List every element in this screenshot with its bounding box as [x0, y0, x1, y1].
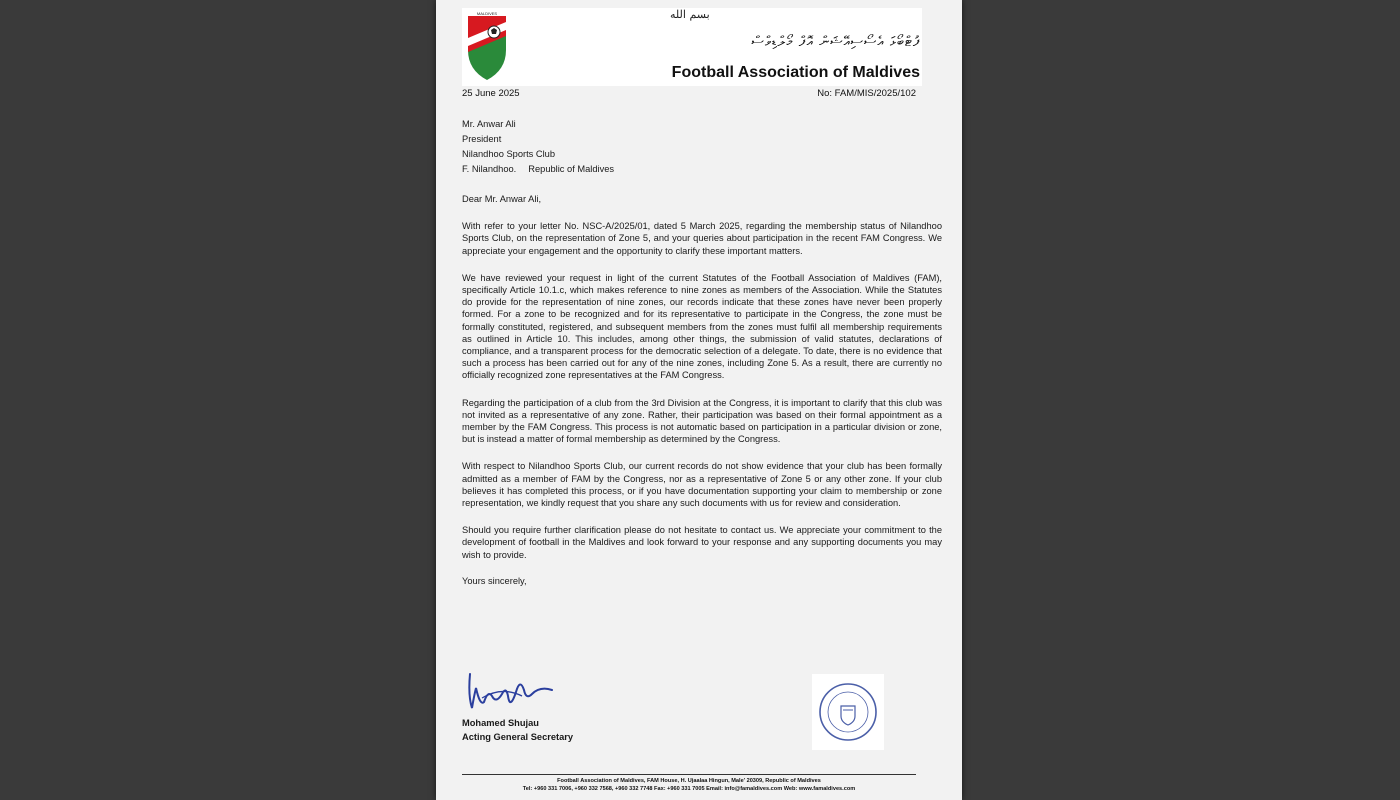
letter-date: 25 June 2025 [462, 88, 520, 99]
signer-title: Acting General Secretary [462, 732, 574, 742]
svg-text:MALDIVES: MALDIVES [476, 11, 498, 16]
recipient-title: President [462, 134, 502, 144]
signer-name: Mohamed Shujau [462, 718, 539, 728]
signer-block [462, 716, 573, 744]
dhivehi-org-name: ފުޓްބޯޅަ އެސޯސިއޭޝަން އޮފް މޯލްޑިވްސް [751, 34, 920, 50]
fam-logo [464, 10, 510, 84]
letter-page [436, 0, 962, 800]
signature-image [462, 666, 558, 716]
bismillah-calligraphy: بسم الله [670, 8, 710, 21]
recipient-club: Nilandhoo Sports Club [462, 149, 556, 159]
recipient-country: Republic of Maldives [528, 164, 615, 174]
org-name: Football Association of Maldives [671, 64, 920, 81]
paragraph-3: Regarding the participation of a club from the 3rd Division at the Congress, it is important to clarify that this club was not invited as a representative of any zone. Rather, their participation was based on their formal appointment as a member by the FAM Congress. This process is not automatic based on participation in a particular division or zone, but is instead a matter of formal membership as determined by the Congress. [462, 397, 942, 445]
official-seal-stamp [812, 674, 884, 750]
letter-body [462, 117, 942, 587]
letter-reference: No: FAM/MIS/2025/102 [817, 88, 916, 99]
recipient-location [462, 162, 942, 177]
recipient-name: Mr. Anwar Ali [462, 119, 516, 129]
footer-contacts: Tel: +960 331 7006, +960 332 7568, +960 332 7748 Fax: +960 331 7005 Email: info@famaldives.com Web: www.famaldives.com [522, 786, 856, 792]
paragraph-5: Should you require further clarification please do not hesitate to contact us. We appreciate your commitment to the development of football in the Maldives and look forward to your response and any supporting documents you may wish to provide. [462, 525, 942, 560]
recipient-address [462, 117, 942, 177]
paragraph-1: With refer to your letter No. NSC-A/2025/01, dated 5 March 2025, regarding the membership status of Nilandhoo Sports Club, on the representation of Zone 5, and your queries about participation in the recent FAM Congress. We appreciate your engagement and the opportunity to clarify these important matters. [462, 221, 942, 256]
footer [462, 777, 916, 793]
date-ref-line [462, 88, 916, 100]
salutation: Dear Mr. Anwar Ali, [462, 194, 542, 204]
paragraph-4: With respect to Nilandhoo Sports Club, our current records do not show evidence that your club has been formally admitted as a member of FAM by the Congress, nor as a representative of Zone 5 or any other zone. If your club believes it has completed this process, or if you have documentation supporting your claim to membership or zone representation, we kindly request that you share any such documents with us for review and consideration. [462, 461, 942, 509]
recipient-island: F. Nilandhoo. [462, 164, 517, 174]
closing: Yours sincerely, [462, 575, 527, 586]
paragraph-2: We have reviewed your request in light of the current Statutes of the Football Association of Maldives (FAM), specifically Article 10.1.c, which makes reference to nine zones as members of the Association. While the Statutes do provide for the representation of nine zones, our records indicate that these zones have never been properly formed. For a zone to be recognized and for its representative to participate in the Congress, the zone must be formally constituted, registered, and subsequent members from the zones must fulfil all membership requirements as outlined in Article 10. This includes, among other things, the submission of valid statutes, declarations of compliance, and a transparent process for the democratic selection of a delegate. To date, there is no evidence that such a process has been carried out for any of the nine zones, including Zone 5. As a result, there are currently no officially recognized zone representatives at the FAM Congress. [462, 272, 942, 381]
footer-address: Football Association of Maldives, FAM House, H. Ujaalaa Hingun, Male' 20309, Republic of Maldives [557, 778, 821, 784]
letterhead [462, 8, 922, 86]
footer-divider [462, 774, 916, 775]
